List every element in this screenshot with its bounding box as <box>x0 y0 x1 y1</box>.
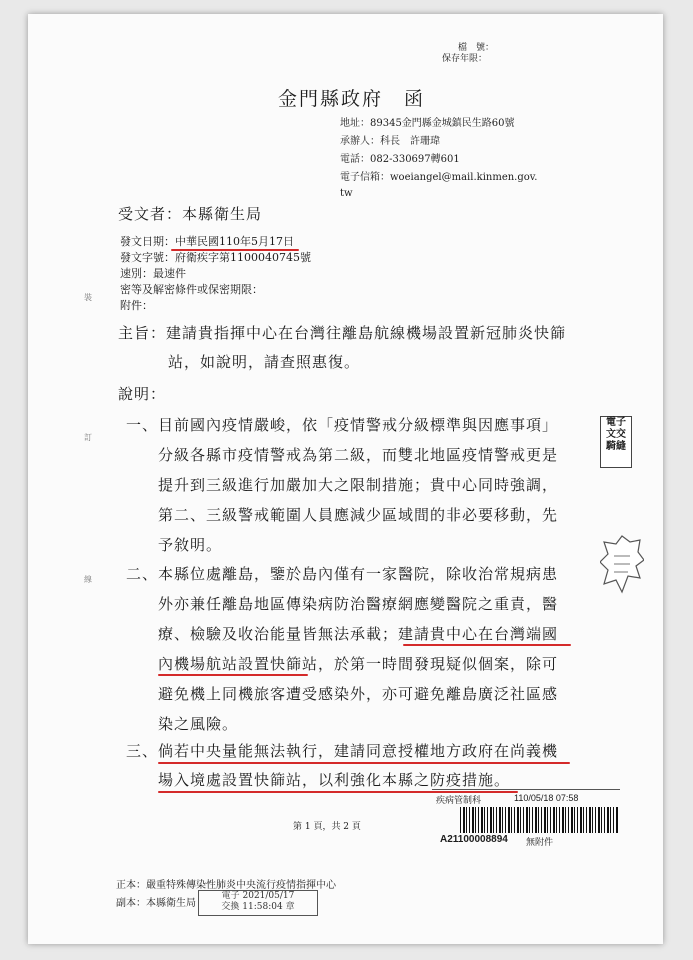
item-1-line-4: 第二、三級警戒範圍人員應減少區域間的非必要移動，先 <box>158 506 559 524</box>
item-3-underline-a <box>158 762 570 764</box>
archive-number-label: 檔 號： <box>458 43 495 53</box>
exchange-seal <box>198 890 318 916</box>
copy-recipient: 副本：本縣衛生局 <box>116 898 196 909</box>
retention-label: 保存年限： <box>442 54 488 64</box>
barcode <box>460 807 618 833</box>
item-2-underline-b <box>158 674 308 676</box>
speed: 速別：最速件 <box>120 267 186 280</box>
receipt-no-attachment: 無附件 <box>526 837 554 847</box>
item-2-line-1: 二、本縣位處離島，鑒於島內僅有一家醫院，除收治常規病患 <box>126 565 559 583</box>
address: 地址：89345金門縣金城鎮民生路60號 <box>340 118 515 129</box>
binding-mark-1: 裝 <box>84 293 92 302</box>
item-2-line-2: 外亦兼任離島地區傳染病防治醫療網應變醫院之重責，醫 <box>158 595 559 613</box>
item-3-line-2: 場入境處設置快篩站，以利強化本縣之防疫措施。 <box>158 771 511 789</box>
handler: 承辦人：科長 許珊瑋 <box>340 136 440 147</box>
exchange-seal-line-2: 交換 11:58:04 章 <box>221 902 295 912</box>
item-2-underline-a <box>403 644 571 646</box>
item-1-line-5: 予敘明。 <box>158 536 223 554</box>
issue-date: 發文日期：中華民國110年5月17日 <box>120 235 294 248</box>
item-1-line-1: 一、目前國內疫情嚴峻，依「疫情警戒分級標準與因應事項」 <box>126 416 559 434</box>
receipt-dept: 疾病管制科 <box>436 795 482 805</box>
item-2-line-3: 療、檢驗及收治能量皆無法承載；建請貴中心在台灣端國 <box>158 625 559 643</box>
phone: 電話：082-330697轉601 <box>340 154 460 165</box>
document-title: 金門縣政府 函 <box>278 88 426 110</box>
binding-mark-2: 訂 <box>84 433 92 442</box>
email-line-1: 電子信箱：woeiangel@mail.kinmen.gov. <box>340 172 538 183</box>
document-page <box>28 14 663 944</box>
main-recipient: 正本：嚴重特殊傳染性肺炎中央流行疫情指揮中心 <box>116 880 336 891</box>
page-info: 第 1 頁，共 2 頁 <box>293 822 361 832</box>
seam-stamp-line-3: 騎縫 <box>606 441 626 452</box>
subject-line-1: 主旨：建請貴指揮中心在台灣往離島航線機場設置新冠肺炎快篩 <box>118 324 567 342</box>
seal-fragment-icon <box>600 534 644 594</box>
receipt-datetime: 110/05/18 07:58 <box>514 793 579 803</box>
electronic-seam-stamp <box>600 416 632 468</box>
security-level: 密等及解密條件或保密期限： <box>120 283 263 296</box>
explanation-label: 說明： <box>118 385 167 403</box>
receipt-code: A21100008894 <box>440 834 508 845</box>
item-1-line-3: 提升到三級進行加嚴加大之限制措施；貴中心同時強調， <box>158 476 559 494</box>
exchange-seal-line-1: 電子 2021/05/17 <box>221 891 295 901</box>
issue-number: 發文字號：府衛疾字第1100040745號 <box>120 251 311 264</box>
attachment: 附件： <box>120 299 153 312</box>
item-2-line-5: 避免機上同機旅客遭受感染外，亦可避免離島廣泛社區感 <box>158 685 559 703</box>
subject-line-2: 站，如說明，請查照惠復。 <box>168 353 361 371</box>
item-2-line-4: 內機場航站設置快篩站，於第一時間發現疑似個案，除可 <box>158 655 559 673</box>
seam-stamp-line-1: 電子 <box>606 417 626 428</box>
email-line-2: tw <box>340 188 353 199</box>
item-2-line-6: 染之風險。 <box>158 715 239 733</box>
item-1-line-2: 分級各縣市疫情警戒為第二級，而雙北地區疫情警戒更是 <box>158 446 559 464</box>
seam-stamp-line-2: 文交 <box>606 429 626 440</box>
receipt-rule <box>432 789 620 790</box>
binding-mark-3: 線 <box>84 575 92 584</box>
recipient: 受文者：本縣衛生局 <box>118 205 263 223</box>
item-3-line-1: 三、倘若中央量能無法執行，建請同意授權地方政府在尚義機 <box>126 742 559 760</box>
